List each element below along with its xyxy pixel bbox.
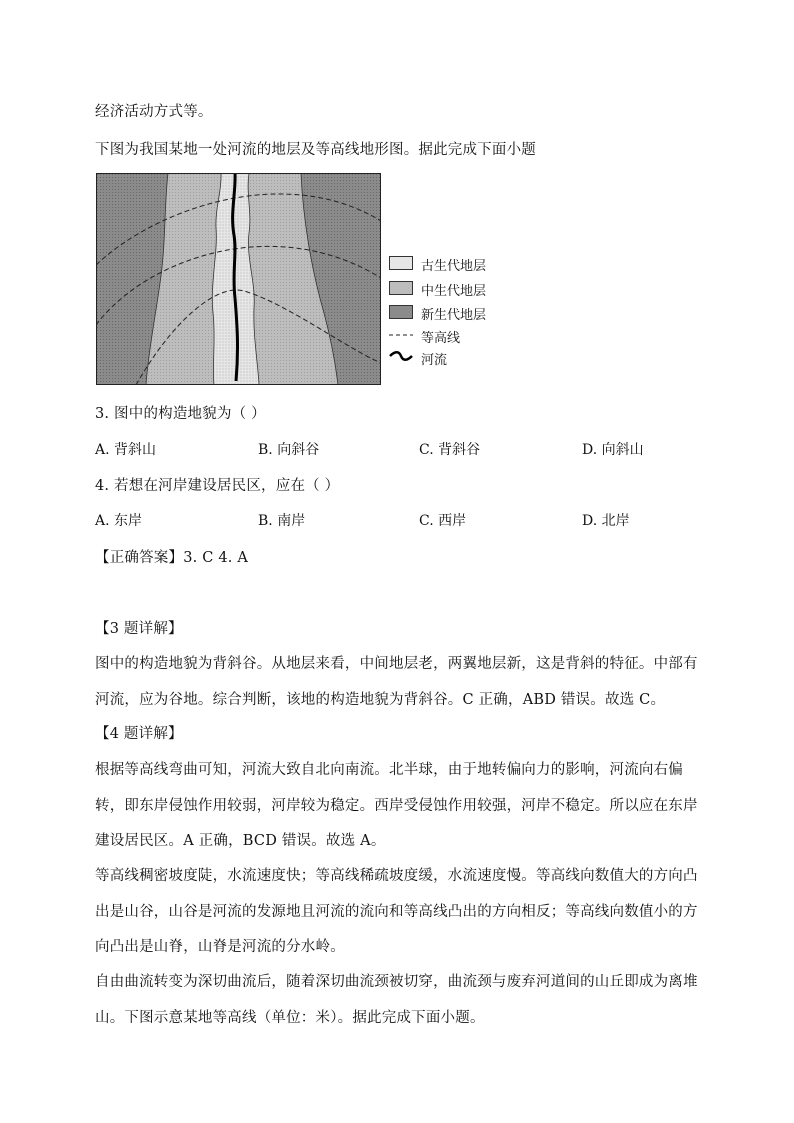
detail4-line: 向凸出是山脊，山脊是河流的分水岭。 <box>95 939 345 955</box>
detail4-line: 自由曲流转变为深切曲流后，随着深切曲流颈被切穿，曲流颈与废弃河道间的山丘即成为离堆 <box>95 974 698 990</box>
answer-line: 【正确答案】3. C 4. A <box>95 550 249 566</box>
detail4-line: 根据等高线弯曲可知，河流大致自北向南流。北半球，由于地转偏向力的影响，河流向右偏 <box>95 762 683 778</box>
mesozoic-swatch <box>389 281 413 295</box>
detail4-line: 山。下图示意某地等高线（单位：米）。据此完成下面小题。 <box>95 1010 485 1026</box>
cenozoic-swatch <box>389 305 413 319</box>
intro-line: 经济活动方式等。 <box>95 104 213 120</box>
q3-option-d: D. 向斜山 <box>582 442 644 458</box>
q3-option-c: C. 背斜谷 <box>419 442 481 458</box>
detail4-line: 建设居民区。A 正确，BCD 错误。故选 A。 <box>95 833 386 849</box>
detail4-line: 出是山谷，山谷是河流的发源地且河流的流向和等高线凸出的方向相反；等高线向数值小的方 <box>95 904 698 920</box>
detail4-line: 转，即东岸侵蚀作用较弱，河岸较为稳定。西岸受侵蚀作用较强，河岸不稳定。所以应在东岸 <box>95 798 698 814</box>
paleozoic-swatch <box>389 256 413 270</box>
q3-stem: 3. 图中的构造地貌为（ ） <box>95 406 266 422</box>
detail3-title: 【3 题详解】 <box>95 621 183 637</box>
detail4-title: 【4 题详解】 <box>95 726 183 742</box>
river-legend-icon <box>389 350 413 364</box>
detail3-line: 河流，应为谷地。综合判断，该地的构造地貌为背斜谷。C 正确，ABD 错误。故选 C。 <box>95 692 666 708</box>
q3-option-b: B. 向斜谷 <box>258 442 320 458</box>
question-intro: 下图为我国某地一处河流的地层及等高线地形图。据此完成下面小题 <box>95 142 536 158</box>
detail3-line: 图中的构造地貌为背斜谷。从地层来看，中间地层老，两翼地层新，这是背斜的特征。中部有 <box>95 656 698 672</box>
q4-option-c: C. 西岸 <box>419 513 467 529</box>
detail4-line: 等高线稠密坡度陡，水流速度快；等高线稀疏坡度缓，水流速度慢。等高线向数值大的方向凸 <box>95 868 698 884</box>
q4-option-b: B. 南岸 <box>258 513 306 529</box>
q4-option-a: A. 东岸 <box>95 513 143 529</box>
strata-contour-map <box>96 173 381 385</box>
contour-legend-icon <box>389 328 413 342</box>
q3-option-a: A. 背斜山 <box>95 442 157 458</box>
q4-stem: 4. 若想在河岸建设居民区，应在（ ） <box>95 478 340 494</box>
q4-option-d: D. 北岸 <box>582 513 630 529</box>
